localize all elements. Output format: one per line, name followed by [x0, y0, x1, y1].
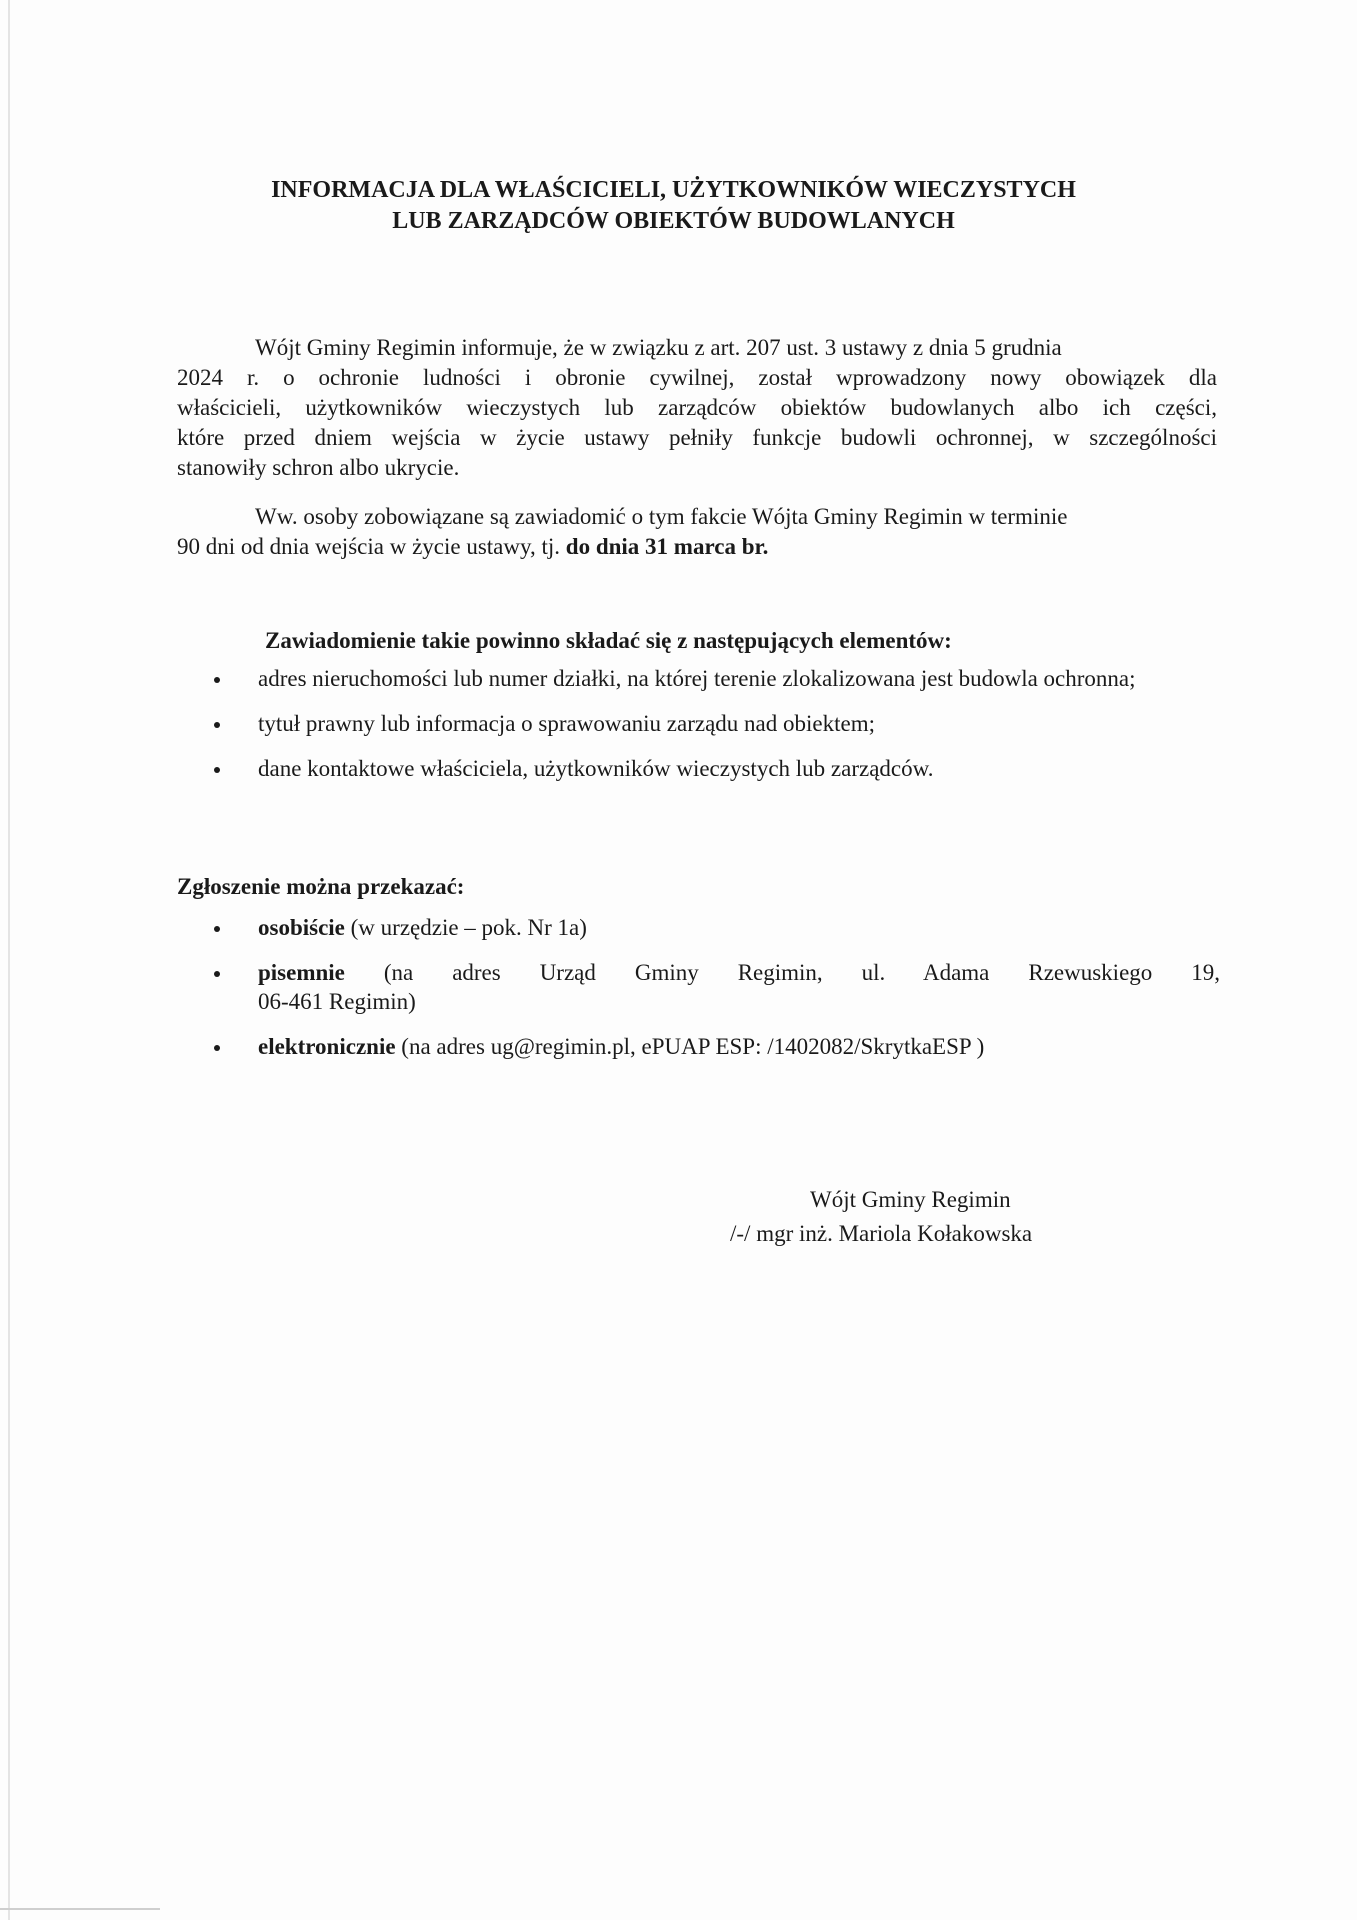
signature-name: /-/ mgr inż. Mariola Kołakowska	[730, 1221, 1033, 1246]
bullet-icon	[214, 677, 220, 683]
title-line-2: LUB ZARZĄDCÓW OBIEKTÓW BUDOWLANYCH	[392, 208, 955, 234]
submission-detail: (w urzędzie – pok. Nr 1a)	[344, 915, 587, 940]
submission-detail: (na adres Urząd Gminy Regimin, ul. Adama Rzewuskiego 19,	[383, 960, 1220, 985]
document-title	[0, 175, 1357, 237]
submission-method: osobiście	[258, 915, 345, 940]
list-item	[210, 913, 1220, 942]
submission-list	[210, 913, 1220, 1077]
signature-role: Wójt Gminy Regimin	[810, 1187, 1011, 1212]
scan-edge	[0, 1908, 160, 1910]
scan-edge	[8, 0, 10, 1920]
paragraph-intro	[177, 333, 1217, 483]
signature-block	[730, 1183, 1032, 1251]
list-item-text: adres nieruchomości lub numer działki, na której terenie zlokalizowana jest budowla ochronna;	[258, 666, 1136, 691]
section-heading-submission: Zgłoszenie można przekazać:	[177, 874, 465, 899]
list-item	[210, 754, 1220, 783]
paragraph-line: Ww. osoby zobowiązane są zawiadomić o tym fakcie Wójta Gminy Regimin w terminie	[255, 504, 1068, 529]
list-item-text: dane kontaktowe właściciela, użytkowników wieczystych lub zarządców.	[258, 756, 934, 781]
submission-method: elektronicznie	[258, 1034, 396, 1059]
submission-line	[258, 958, 1220, 987]
paragraph-line: stanowiły schron albo ukrycie.	[177, 455, 460, 480]
section-heading-elements: Zawiadomienie takie powinno składać się z następujących elementów:	[265, 628, 952, 653]
paragraph-deadline	[177, 502, 1217, 562]
paragraph-line: Wójt Gminy Regimin informuje, że w związku z art. 207 ust. 3 ustawy z dnia 5 grudnia	[255, 335, 1062, 360]
submission-method: pisemnie	[258, 960, 345, 985]
bullet-icon	[214, 722, 220, 728]
elements-list	[210, 664, 1220, 799]
list-item	[210, 664, 1220, 693]
title-line-1: INFORMACJA DLA WŁAŚCICIELI, UŻYTKOWNIKÓW WIECZYSTYCH	[271, 177, 1076, 203]
bullet-icon	[214, 767, 220, 773]
paragraph-line: właścicieli, użytkowników wieczystych lub zarządców obiektów budowlanych albo ich części,	[177, 395, 1217, 420]
paragraph-line: 2024 r. o ochronie ludności i obronie cywilnej, został wprowadzony nowy obowiązek dla	[177, 365, 1217, 390]
bullet-icon	[214, 926, 220, 932]
list-item-text: tytuł prawny lub informacja o sprawowaniu zarządu nad obiektem;	[258, 711, 875, 736]
list-item	[210, 709, 1220, 738]
bullet-icon	[214, 1045, 220, 1051]
submission-detail: 06-461 Regimin)	[258, 989, 416, 1014]
list-item	[210, 958, 1220, 1016]
list-item	[210, 1032, 1220, 1061]
paragraph-line	[177, 532, 1217, 562]
deadline-text: 90 dni od dnia wejścia w życie ustawy, tj.	[177, 534, 566, 559]
paragraph-line: które przed dniem wejścia w życie ustawy pełniły funkcje budowli ochronnej, w szczególności	[177, 425, 1217, 450]
bullet-icon	[214, 971, 220, 977]
submission-detail: (na adres ug@regimin.pl, ePUAP ESP: /1402082/SkrytkaESP )	[395, 1034, 985, 1059]
deadline-date: do dnia 31 marca br.	[565, 534, 769, 559]
